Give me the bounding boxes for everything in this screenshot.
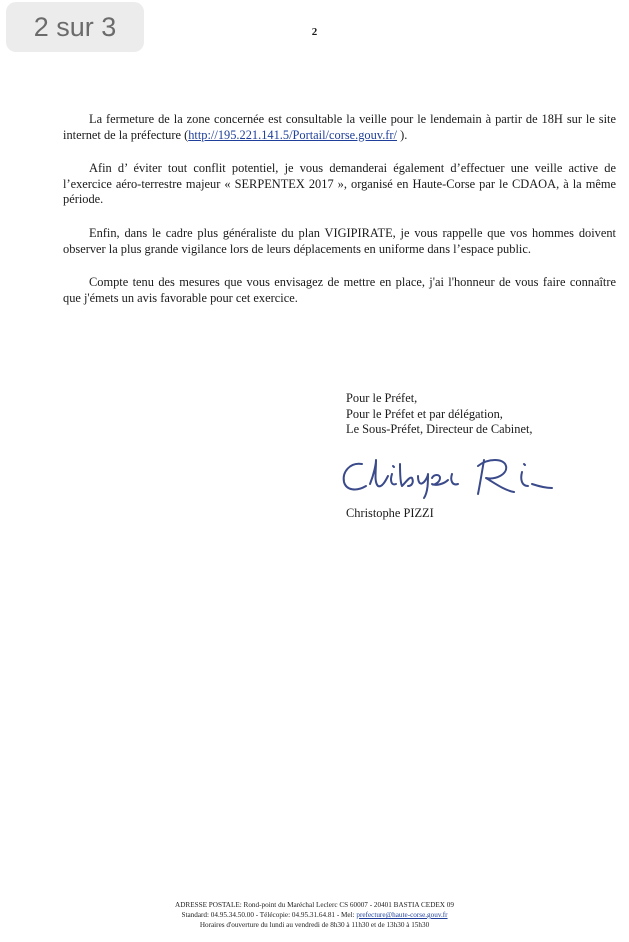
paragraph-website-text-after: ). xyxy=(397,127,408,142)
prefecture-website-link[interactable]: http://195.221.141.5/Portail/corse.gouv.fr/ xyxy=(188,127,398,142)
letter-footer xyxy=(0,900,629,930)
paragraph-vigipirate: Enfin, dans le cadre plus généraliste du plan VIGIPIRATE, je vous rappelle que vos hommes doivent observer la plus grande vigilance lors de leurs déplacements en uniforme dans l’espace public. xyxy=(63,225,616,256)
footer-contact-text: Standard: 04.95.34.50.00 - Télécopie: 04.95.31.64.81 - Mel: xyxy=(181,911,357,919)
letter-body xyxy=(63,112,616,324)
footer-hours: Horaires d'ouverture du lundi au vendredi de 8h30 à 11h30 et de 13h30 à 15h30 xyxy=(199,921,430,929)
paragraph-conclusion: Compte tenu des mesures que vous envisagez de mettre en place, j'ai l'honneur de vous faire connaître que j'émets un avis favorable pour cet exercice. xyxy=(63,275,616,305)
signer-name: Christophe PIZZI xyxy=(346,506,434,520)
footer-contact xyxy=(0,910,629,920)
paragraph-serpentex: Afin d’ éviter tout conflit potentiel, je vous demanderai également d’effectuer une veille active de l’exercice aéro-terrestre majeur « SERPENTEX 2017 », organisé en Haute-Corse par le CDAOA, à la même période. xyxy=(63,161,616,207)
closing-line-1: Pour le Préfet, xyxy=(346,391,418,405)
page-number: 2 xyxy=(311,26,318,38)
footer-address: ADRESSE POSTALE: Rond-point du Maréchal Leclerc CS 60007 - 20401 BASTIA CEDEX 09 xyxy=(175,901,454,909)
footer-email-link[interactable]: prefecture@haute-corse.gouv.fr xyxy=(356,911,448,919)
closing-line-2: Pour le Préfet et par délégation, xyxy=(346,406,503,421)
paragraph-website-text-before: La fermeture de la zone concernée est consultable la veille pour le lendemain à partir de 18H sur le site internet de la préfecture ( xyxy=(63,112,616,142)
handwritten-signature-icon xyxy=(336,450,558,502)
closing-line-3: Le Sous-Préfet, Directeur de Cabinet, xyxy=(346,422,533,437)
closing-block xyxy=(346,391,616,438)
paragraph-website xyxy=(63,112,616,143)
page-counter-badge: 2 sur 3 xyxy=(6,2,144,52)
